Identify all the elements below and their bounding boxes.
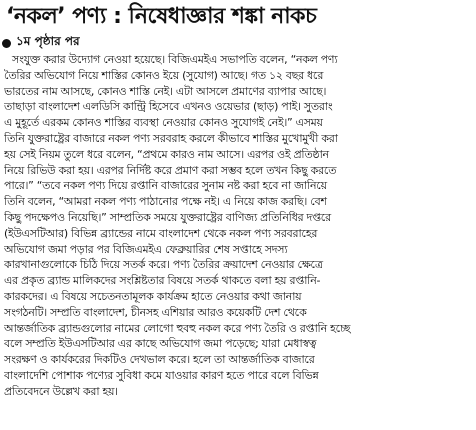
body-line: আন্তর্জাতিক ব্র্যান্ডগুলোর নামের লোগো হুবহু নকল করে পণ্য তৈরি ও রপ্তানি হচ্ছে — [4, 321, 351, 335]
body-line: তিনি যুক্তরাষ্ট্রের বাজারে নকল পণ্য সরবরাহ করলে কীভাবে শাস্তির মুখোমুখী করা — [4, 131, 338, 145]
body-line: সংরক্ষণ ও কার্যকরের দিকটিও দেখভাল করে। হলে তা আন্তর্জাতিক বাজারে — [4, 353, 315, 367]
body-line: কারখানাগুলোকে চিঠি দিয়ে সতর্ক করে। পণ্য তৈরির ক্রয়াদেশ নেওয়ার ক্ষেত্রে — [4, 258, 323, 272]
body-line: বাংলাদেশি পোশাক পণ্যের সুবিধা কমে যাওয়ার কারণ হতে পারে বলে বিভিন্ন — [4, 368, 319, 382]
continuation-label: ১ম পৃষ্ঠার পর — [16, 34, 80, 48]
body-line: কিছু পদক্ষেপও নিয়েছি।” সাম্প্রতিক সময়ে যুক্তরাষ্ট্রের বাণিজ্য প্রতিনিধির দপ্তরে — [4, 210, 331, 224]
body-line: বলে সম্প্রতি ইউএসটিআর এর কাছে অভিযোগ জমা পড়েছে; যারা মেধাস্বত্ব — [4, 337, 317, 351]
article-body — [4, 52, 474, 400]
bullet-icon — [2, 39, 11, 48]
body-line: অভিযোগ জমা পড়ার পর বিজিএমইএ ফেব্রুয়ারির শেষ সপ্তাহে সদস্য — [4, 242, 288, 256]
body-line: তিনি বলেন, “আমরা নকল পণ্য পাঠানোর পক্ষে নই। এ নিয়ে কাজ করছি। বেশ — [4, 195, 327, 209]
body-line: হয় সেই নিয়ম তুলে ধরে বলেন, “প্রথমে কারও নাম আসে। এরপর ওই প্রতিষ্ঠান — [4, 147, 329, 161]
body-line: সংগঠনটি। সম্প্রতি বাংলাদেশ, চীনসহ এশিয়ার আরও কয়েকটি দেশ থেকে — [4, 305, 307, 319]
body-line: নিয়ে রিভিউ করা হয়। এরপর নির্দিষ্ট করে প্রমাণ করা সম্ভব হলে তখন কিছু করতে — [4, 163, 337, 177]
body-line: এর প্রকৃত ব্র্যান্ড মালিকদের সংশ্লিষ্টতার বিষয়ে সতর্ক থাকতে বলা হয় রপ্তানি- — [4, 274, 321, 288]
body-line: ভারতের নাম আসছে, কোনও শাস্তি নেই। এটা আসলে প্রমাণের ব্যাপার আছে। — [4, 84, 327, 98]
body-line: সংযুক্ত করার উদ্যোগ নেওয়া হয়েছে। বিজিএমইএ সভাপতি বলেন, “নকল পণ্য — [12, 53, 338, 66]
body-line: পারে।” “তবে নকল পণ্য দিয়ে রপ্তানি বাজারের সুনাম নষ্ট করা হবে না জানিয়ে — [4, 179, 327, 193]
body-line: তাছাড়া বাংলাদেশ এলডিসি কান্ট্রি হিসেবে এখনও ওয়েভার (ছাড়) পাই। সুতরাং — [4, 100, 333, 114]
body-line: এ মুহূর্তে এরকম কোনও শাস্তির ব্যবস্থা নেওয়ার কোনও সুযোগই নেই।” এসময় — [4, 116, 323, 130]
body-line: কারকদের। এ বিষয়ে সচেতনতামূলক কার্যক্রম হাতে নেওয়ার কথা জানায় — [4, 289, 302, 303]
continuation-note — [2, 35, 80, 51]
body-line: (ইউএসটিআর) বিভিন্ন ব্র্যান্ডের নামে বাংলাদেশ থেকে নকল পণ্য সরবরাহের — [4, 226, 318, 240]
body-line: প্রতিবেদনে উল্লেখ করা হয়। — [4, 384, 118, 398]
headline: ‘নকল’ পণ্য : নিষেধাজ্ঞার শঙ্কা নাকচ — [6, 4, 317, 29]
body-line: তৈরির অভিযোগ নিয়ে শাস্তির কোনও ইয়ে (সুযোগ) আছে। গত ১২ বছর ধরে — [4, 68, 324, 82]
